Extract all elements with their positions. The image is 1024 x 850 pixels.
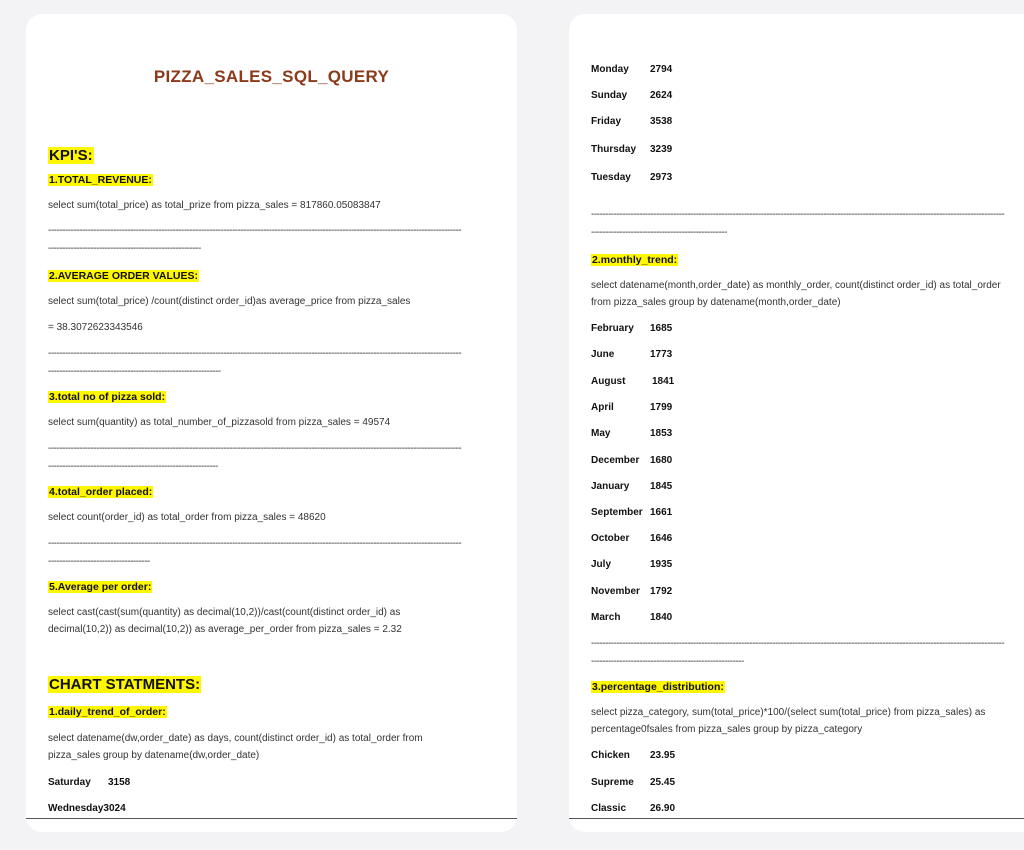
divider: ------------------------------------------------ xyxy=(591,227,727,238)
divider: -------------------------------------------------------------------------------------------------------------------------------------------------- xyxy=(48,538,462,549)
daily-row: Sunday 2624 xyxy=(591,90,673,101)
divider: -------------------------------------------------------------------------------------------------------------------------------------------------- xyxy=(591,638,1005,649)
monthly-row: August 1841 xyxy=(591,376,675,387)
chart3-query-line1: select pizza_category, sum(total_price)*100/(select sum(total_price) from pizza_sales) as xyxy=(591,707,986,718)
kpi3-query: select sum(quantity) as total_number_of_pizzasold from pizza_sales = 49574 xyxy=(48,417,391,428)
monthly-row: July 1935 xyxy=(591,559,673,570)
daily-row: Friday 3538 xyxy=(591,116,673,127)
category-row: Supreme 25.45 xyxy=(591,777,676,788)
document-title: PIZZA_SALES_SQL_QUERY xyxy=(153,67,390,86)
category-row: Chicken 23.95 xyxy=(591,750,676,761)
document-page-left xyxy=(26,14,517,832)
monthly-row: May 1853 xyxy=(591,428,673,439)
daily-row: Saturday 3158 xyxy=(48,777,131,788)
daily-row: Wednesday3024 xyxy=(48,803,126,814)
monthly-row: February 1685 xyxy=(591,323,673,334)
kpi1-query: select sum(total_price) as total_prize from pizza_sales = 817860.05083847 xyxy=(48,200,381,211)
chart-statements-heading: CHART STATMENTS: xyxy=(49,676,201,693)
kpi5-query-line1: select cast(cast(sum(quantity) as decimal(10,2))/cast(count(distinct order_id) as xyxy=(48,607,401,618)
divider: ------------------------------------ xyxy=(48,556,150,567)
kpi1-heading: 1.TOTAL_REVENUE: xyxy=(49,174,152,186)
kpi4-query: select count(order_id) as total_order from pizza_sales = 48620 xyxy=(48,512,326,523)
monthly-row: March 1840 xyxy=(591,612,673,623)
chart2-query-line1: select datename(month,order_date) as monthly_order, count(distinct order_id) as total_order xyxy=(591,280,1001,291)
page-bottom-rule xyxy=(26,818,517,819)
page-bottom-rule xyxy=(569,818,1024,819)
category-row: Classic 26.90 xyxy=(591,803,676,814)
chart1-query-line1: select datename(dw,order_date) as days, count(distinct order_id) as total_order from xyxy=(48,733,423,744)
daily-row: Thursday 3239 xyxy=(591,144,673,155)
kpi2-heading: 2.AVERAGE ORDER VALUES: xyxy=(49,270,198,282)
chart2-heading: 2.monthly_trend: xyxy=(592,254,678,266)
kpi2-result: = 38.3072623343546 xyxy=(48,322,143,333)
kpi5-heading: 5.Average per order: xyxy=(49,581,152,593)
divider: -------------------------------------------------------------------------------------------------------------------------------------------------- xyxy=(48,443,462,454)
monthly-row: December 1680 xyxy=(591,455,673,466)
chart1-heading: 1.daily_trend_of_order: xyxy=(49,706,166,718)
divider: ------------------------------------------------------------ xyxy=(48,461,218,472)
kpi4-heading: 4.total_order placed: xyxy=(49,486,153,498)
chart3-query-line2: percentage0fsales from pizza_sales group by pizza_category xyxy=(591,724,863,735)
divider: -------------------------------------------------------------------------------------------------------------------------------------------------- xyxy=(48,348,462,359)
daily-row: Monday 2794 xyxy=(591,64,673,75)
monthly-row: April 1799 xyxy=(591,402,673,413)
daily-row: Tuesday 2973 xyxy=(591,172,673,183)
document-page-right xyxy=(569,14,1024,832)
kpi5-query-line2: decimal(10,2)) as decimal(10,2)) as average_per_order from pizza_sales = 2.32 xyxy=(48,624,402,635)
monthly-row: January 1845 xyxy=(591,481,673,492)
kpi3-heading: 3.total no of pizza sold: xyxy=(49,391,166,403)
chart1-query-line2: pizza_sales group by datename(dw,order_date) xyxy=(48,750,260,761)
divider: -------------------------------------------------------------------------------------------------------------------------------------------------- xyxy=(48,225,462,236)
kpis-heading: KPI'S: xyxy=(49,147,93,164)
monthly-row: October 1646 xyxy=(591,533,673,544)
divider: ------------------------------------------------------------- xyxy=(48,366,221,377)
divider: -------------------------------------------------------------------------------------------------------------------------------------------------- xyxy=(591,209,1005,220)
chart2-query-line2: from pizza_sales group by datename(month,order_date) xyxy=(591,297,841,308)
monthly-row: November 1792 xyxy=(591,586,673,597)
divider: ------------------------------------------------------ xyxy=(48,243,201,254)
monthly-row: June 1773 xyxy=(591,349,673,360)
chart3-heading: 3.percentage_distribution: xyxy=(592,681,724,693)
monthly-row: September 1661 xyxy=(591,507,673,518)
divider: ------------------------------------------------------ xyxy=(591,656,744,667)
kpi2-query: select sum(total_price) /count(distinct order_id)as average_price from pizza_sales xyxy=(48,296,411,307)
